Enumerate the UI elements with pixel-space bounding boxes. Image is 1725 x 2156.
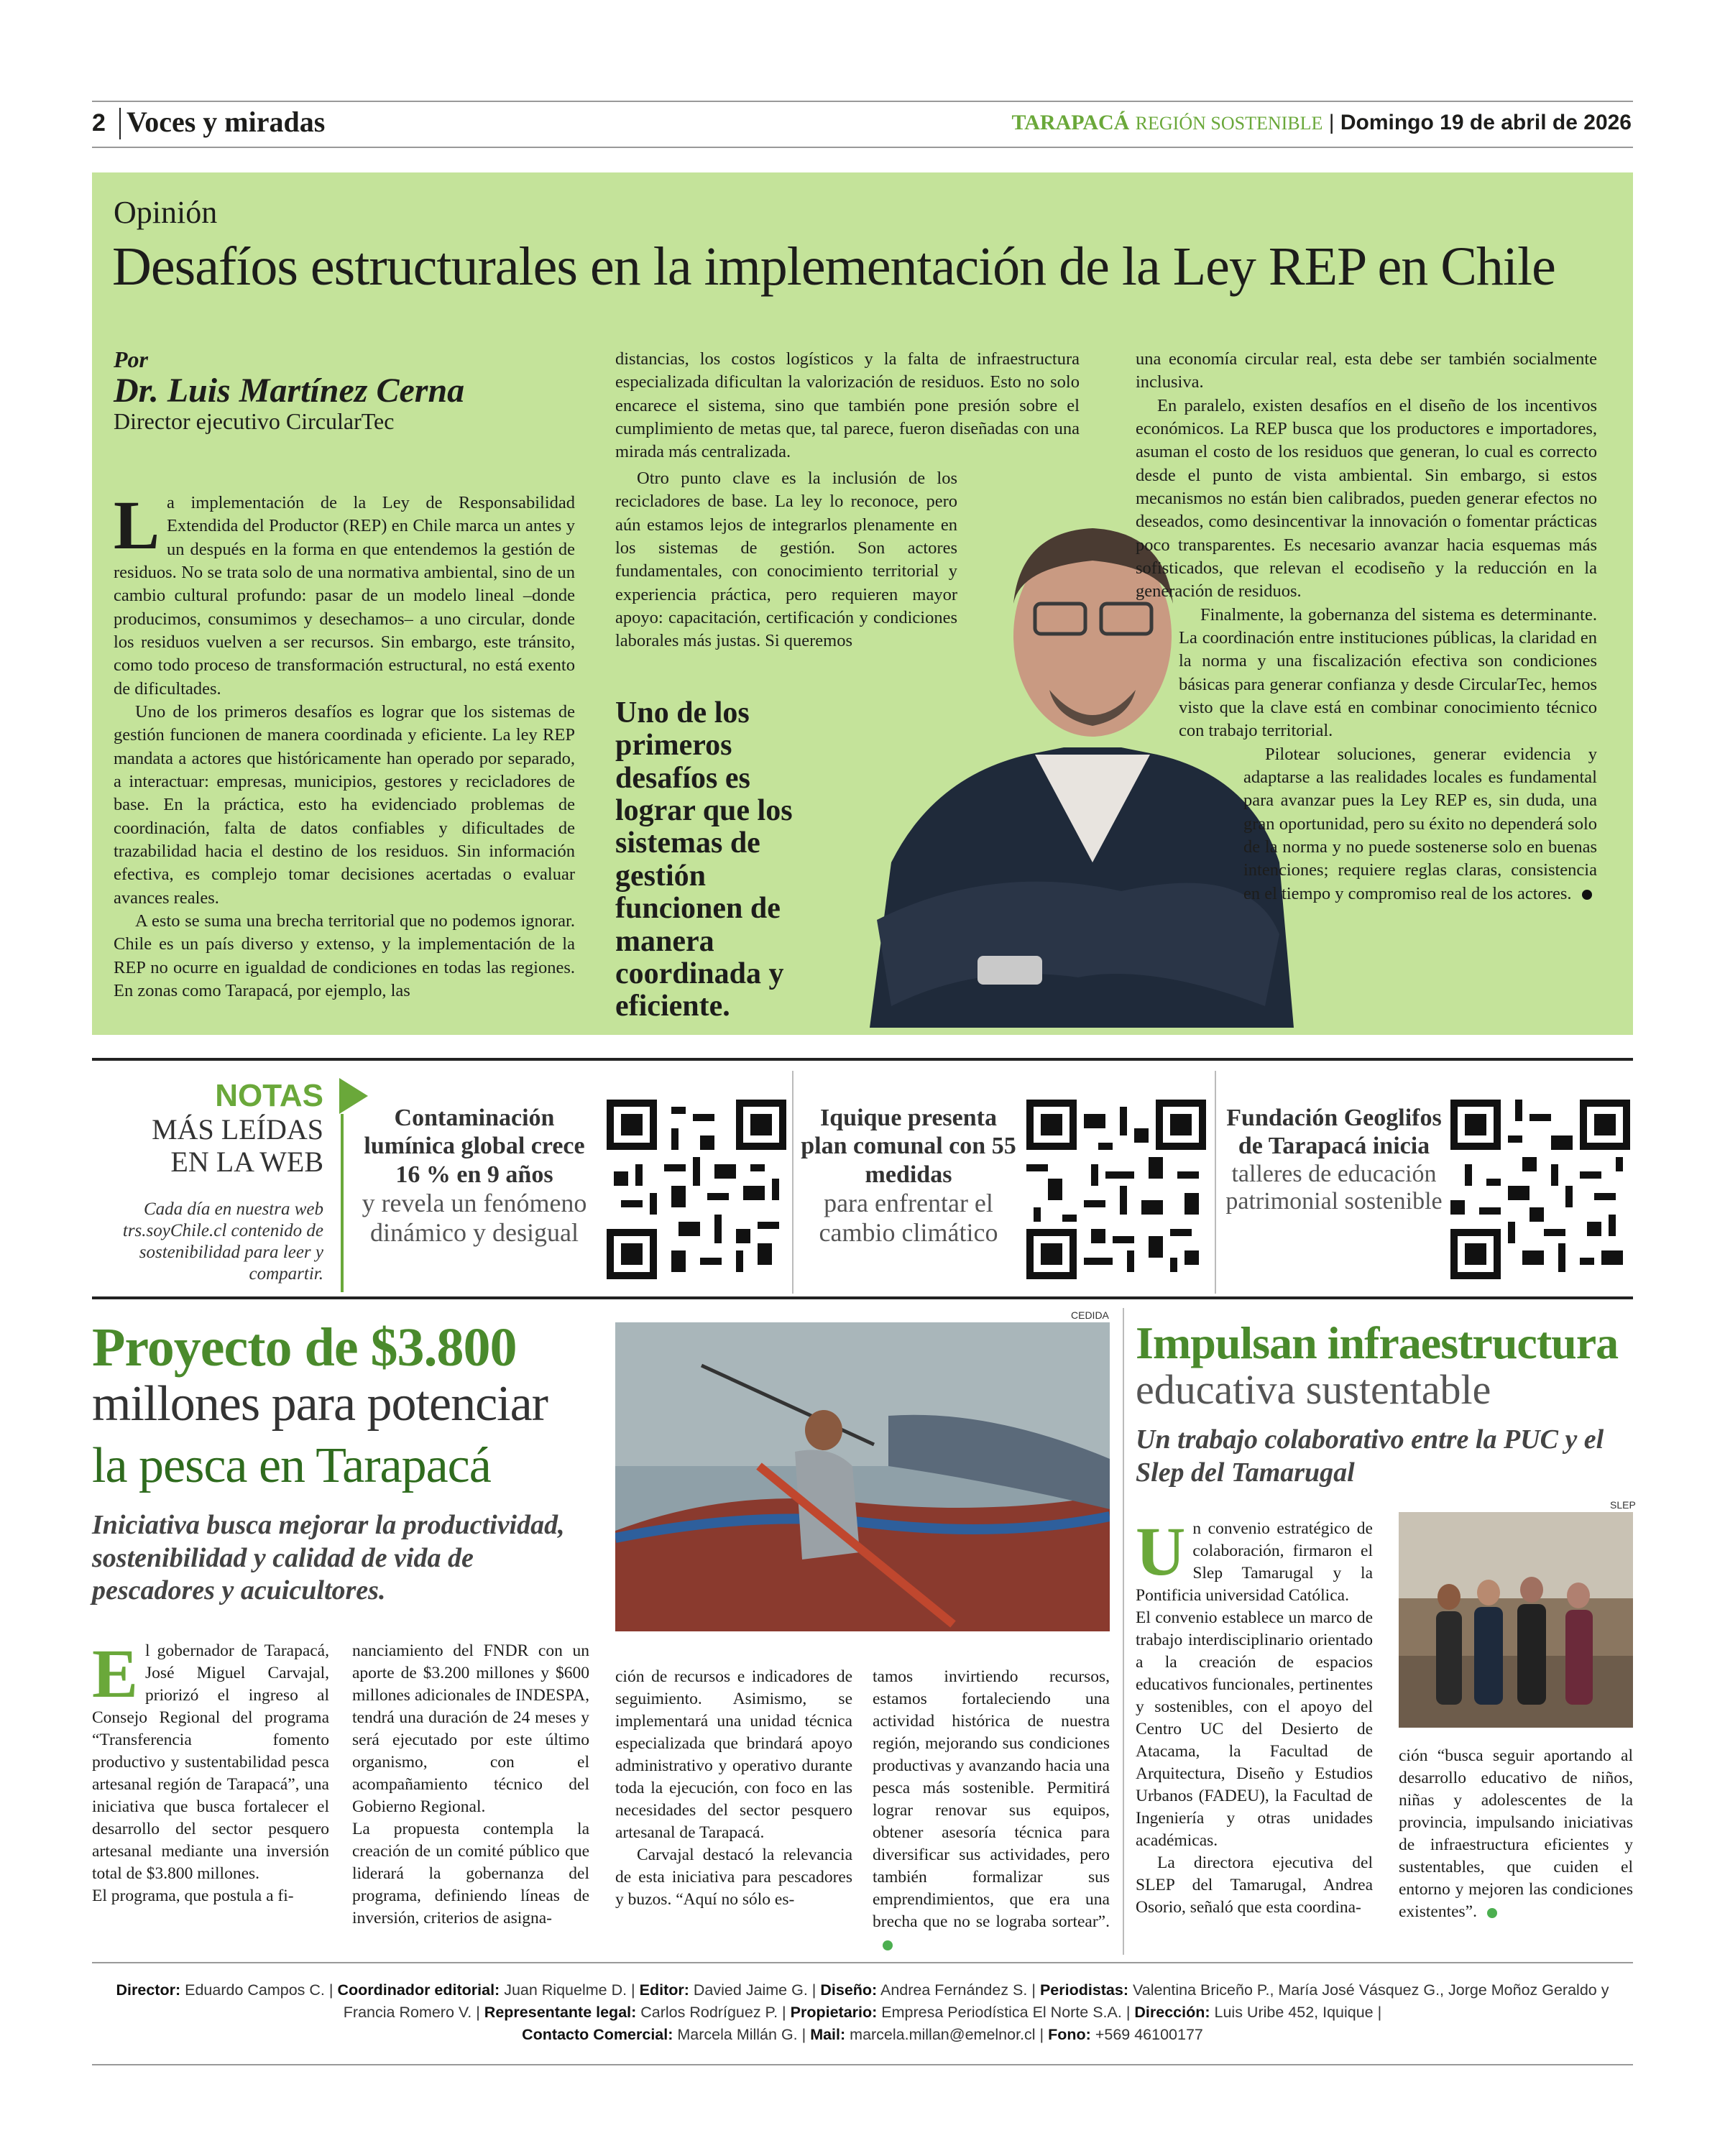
pesca-column-4 <box>873 1666 1110 1955</box>
pesca-paragraph: ción de recursos e indicadores de seguimiento. Asimismo, se implementará una unidad técnica especializada que brindará apoyo administrativo y operativo durante toda la ejecución, con foco en las necesidades del sector pesquero artesanal de Tarapacá. <box>615 1667 852 1843</box>
byline-role: Director ejecutivo CircularTec <box>114 408 395 434</box>
opinion-column-3 <box>1136 348 1597 906</box>
notas-top-rule <box>92 1058 1633 1061</box>
nota-subtitle: para enfrentar el cambio climático <box>819 1189 998 1247</box>
header-right: TARAPACÁ REGIÓN SOSTENIBLE | Domingo 19 de abril de 2026 <box>1011 111 1632 134</box>
opinion-paragraph <box>1243 743 1597 906</box>
impulsan-headline-1: Impulsan infraestructura <box>1136 1317 1619 1368</box>
credit-label: Fono: <box>1048 2026 1091 2044</box>
notas-line2: MÁS LEÍDAS <box>152 1113 323 1146</box>
notas-green-rule <box>341 1114 344 1292</box>
opinion-paragraph: A esto se suma una brecha territorial que no podemos ignorar. Chile es un país diverso y extenso, y la implementación de la REP no ocurre en igualdad de condiciones en todas las regiones. En zonas como Tarapacá, por ejemplo, las <box>114 911 575 1000</box>
opinion-column-1 <box>114 487 575 1003</box>
credit-value: Davied Jaime G. <box>693 1981 808 1999</box>
credit-value: Empresa Periodística El Norte S.A. <box>881 2004 1122 2022</box>
opinion-paragraph-text: Pilotear soluciones, generar evidencia y adaptarse a las realidades locales es fundamental para avanzar pues la Ley REP es, sin duda, una gran oportunidad, pero su éxito no dependerá solo de la norma y no puede sostenerse solo en buenas intenciones; requiere reglas claras, consistencia en el tiempo y compromiso real de los actores. <box>1243 744 1597 903</box>
boat-hull-shape <box>615 1495 1110 1631</box>
section-title: Voces y miradas <box>126 106 326 138</box>
credit-label: Editor: <box>639 1981 689 1999</box>
nota-item-3[interactable] <box>1222 1104 1446 1215</box>
credit-label: Representante legal: <box>484 2004 637 2022</box>
pesca-column-2 <box>352 1640 589 1930</box>
opinion-paragraph: distancias, los costos logísticos y la falta de infraestructura especializada dificultan la valorización de residuos. Esto no solo encarece el sistema, sino que también pone presión sobre el cumplimiento de metas que, tal parece, fueron diseñadas con una mirada más centralizada. <box>615 349 1080 462</box>
article-divider <box>1123 1308 1124 1955</box>
pesca-paragraph: La propuesta contempla la creación de un comité público que liderará la gobernanza del programa, definiendo líneas de inversión, criterios de asigna- <box>352 1820 589 1928</box>
credit-value: Marcela Millán G. <box>677 2026 798 2044</box>
impulsan-paragraph: n convenio estratégico de colaboración, firmaron el Slep Tamarugal y la Pontificia universidad Católica. <box>1136 1519 1373 1606</box>
pesca-headline-2: millones para potenciar <box>92 1376 548 1432</box>
pesca-paragraph: nanciamiento del FNDR con un aporte de $3.200 millones y $600 millones adicionales de INDESPA, tendrá una duración de 24 meses y será ejecutado por este último organismo, con el acompañamiento técnico del Gobierno Regional. <box>352 1641 589 1817</box>
qr-code-icon[interactable] <box>1026 1100 1206 1279</box>
notas-bottom-rule <box>92 1296 1633 1299</box>
photo-credit: CEDIDA <box>1071 1309 1109 1321</box>
pesca-column-3 <box>615 1666 852 1911</box>
notas-line3: EN LA WEB <box>170 1145 323 1178</box>
opinion-label: Opinión <box>114 195 218 230</box>
credit-label: Periodistas: <box>1039 1981 1129 1999</box>
brand-sub: REGIÓN SOSTENIBLE <box>1135 113 1323 134</box>
credit-value: Carlos Rodríguez P. <box>640 2004 778 2022</box>
photo-credit: SLEP <box>1610 1499 1636 1511</box>
nota-item-2[interactable] <box>801 1104 1016 1247</box>
opinion-paragraph: Otro punto clave es la inclusión de los recicladores de base. La ley lo reconoce, pero aún estamos lejos de integrarlos plenamente en los sistemas de gestión. Son actores fundamentales, con conocimiento territorial y experiencia práctica, pero requieren mayor apoyo: capacitación, certificación y condiciones laborales más justas. Si queremos <box>615 469 957 651</box>
impulsan-headline-2: educativa sustentable <box>1136 1366 1491 1413</box>
pesca-paragraph: l gobernador de Tarapacá, José Miguel Carvajal, priorizó el ingreso al Consejo Regional del programa “Transferencia fomento productivo y sustentabilidad pesca artesanal región de Tarapacá”, una iniciativa que busca fortalecer el desarrollo del sector pesquero artesanal mediante una inversión total de $3.800 millones. <box>92 1641 329 1884</box>
pesca-paragraph: Carvajal destacó la relevancia de esta iniciativa para pescadores y buzos. “Aquí no sólo es- <box>615 1846 852 1909</box>
credit-label: Contacto Comercial: <box>522 2026 673 2044</box>
brand: TARAPACÁ <box>1011 111 1130 134</box>
end-mark-icon <box>883 1940 893 1950</box>
credit-label: Propietario: <box>790 2004 878 2022</box>
pesca-paragraph: tamos invirtiendo recursos, estamos fortaleciendo una actividad histórica de nuestra región, mejorando sus condiciones productivas y avanzando hacia una pesca más sostenible. Permitirá lograr renovar sus equipos, obtener asesoría técnica para diversificar sus actividades, pero también formalizar sus emprendimientos, que era una brecha que no se lograba sortear”. <box>873 1667 1110 1932</box>
header-divider <box>119 108 121 139</box>
impulsan-dropcap: U <box>1136 1513 1186 1590</box>
credit-label: Diseño: <box>820 1981 878 1999</box>
pesca-subtitle: Iniciativa busca mejorar la productividad, sostenibilidad y calidad de vida de pescadores y acuicultores. <box>92 1510 565 1606</box>
impulsan-column-2 <box>1399 1745 1633 1923</box>
notas-title: NOTAS <box>215 1078 323 1113</box>
opinion-paragraph: a implementación de la Ley de Responsabilidad Extendida del Productor (REP) en Chile marca un antes y un después en la forma en que entendemos la gestión de residuos. No se trata solo de una normativa ambiental, sino de un cambio cultural profundo: pasar de un modelo lineal –donde producimos, consumimos y desechamos– a uno circular, donde los residuos vuelven a ser recursos. Sin embargo, este tránsito, como todo proceso de transformación estructural, no está exento de dificultades. <box>114 493 575 699</box>
opinion-paragraph: En paralelo, existen desafíos en el diseño de los incentivos económicos. La REP busca que los productores e importadores, asuman el costo de los residuos que generan, lo cual es correcto desde el punto de vista ambiental. Sin embargo, si estos mecanismos no están bien calibrados, pueden generar efectos no deseados, como desincentivar la innovación o fomentar prácticas poco transparentes. Es necesario avanzar hacia esquemas más sofisticados, que relevan el ecodiseño y la reducción en la generación de residuos. <box>1136 395 1597 602</box>
credit-value: Juan Riquelme D. <box>504 1981 627 1999</box>
end-mark-icon <box>1487 1908 1497 1918</box>
pesca-paragraph: El programa, que postula a fi- <box>92 1886 294 1906</box>
credit-label: Coordinador editorial: <box>337 1981 500 1999</box>
pesca-column-1 <box>92 1635 329 1907</box>
credit-label: Dirección: <box>1134 2004 1210 2022</box>
credit-value: Eduardo Campos C. <box>185 1981 325 1999</box>
header-bottom-rule <box>92 147 1633 148</box>
notas-header <box>101 1078 323 1285</box>
pesca-headline-3: la pesca en Tarapacá <box>92 1438 491 1493</box>
header-top-rule <box>92 101 1633 102</box>
footer-bottom-rule <box>92 2064 1633 2065</box>
impulsan-paragraph: El convenio establece un marco de trabajo interdisciplinario orientado a la creación de espacios educativos funcionales, pertinentes y sostenibles, con el apoyo del Centro UC del Desierto de Atacama, la Facultad de Arquitectura, Diseño y Estudios Urbanos (FADEU), la Facultad de Ingeniería y otras unidades académicas. <box>1136 1608 1373 1851</box>
issue-date: Domingo 19 de abril de 2026 <box>1340 111 1632 134</box>
opinion-title: Desafíos estructurales en la implementación de la Ley REP en Chile <box>112 236 1555 297</box>
fishing-boat-photo <box>615 1322 1110 1631</box>
credit-value: Andrea Fernández S. <box>880 1981 1028 1999</box>
qr-code-icon[interactable] <box>1450 1100 1630 1279</box>
pesca-headline-1: Proyecto de $3.800 <box>92 1317 517 1378</box>
opinion-paragraph: Finalmente, la gobernanza del sistema es determinante. La coordinación entre instituciones públicas, la claridad en la norma y una fiscalización efectiva son condiciones básicas para generar confianza y desde CircularTec, hemos visto que la clave está en combinar conocimiento técnico con trabajo territorial. <box>1179 604 1597 741</box>
page-number: 2 <box>92 109 106 137</box>
opinion-paragraph: una economía circular real, esta debe ser también socialmente inclusiva. <box>1136 349 1597 392</box>
impulsan-column-1 <box>1136 1513 1373 1919</box>
fisherman-head <box>805 1410 842 1450</box>
nota-item-1[interactable] <box>352 1104 597 1247</box>
pull-quote: Uno de los primeros desafíos es lograr que los sistemas de gestión funcionen de manera coordinada y eficiente. <box>615 696 793 1023</box>
nota-title: Contaminación lumínica global crece 16 % en 9 años <box>364 1105 585 1188</box>
credit-value: Luis Uribe 452, Iquique <box>1214 2004 1374 2022</box>
credit-label: Director: <box>116 1981 181 1999</box>
end-mark-icon <box>1582 890 1592 900</box>
credit-value: Valentina Briceño P., María José Vásquez G., Jorge Moñoz Geraldo y Francia Romero V. <box>343 1981 1609 2022</box>
contact-phone: +569 46100177 <box>1095 2026 1203 2044</box>
nota-subtitle: y revela un fenómeno dinámico y desigual <box>362 1189 587 1247</box>
nota-title: Fundación Geoglifos de Tarapacá inicia <box>1226 1105 1442 1160</box>
byline-author: Dr. Luis Martínez Cerna <box>114 372 465 410</box>
notas-divider <box>1215 1071 1216 1294</box>
notas-description: Cada día en nuestra web trs.soyChile.cl contenido de sostenibilidad para leer y compartir. <box>122 1199 323 1284</box>
notas-divider <box>792 1071 794 1294</box>
impulsan-subtitle: Un trabajo colaborativo entre la PUC y el Slep del Tamarugal <box>1136 1424 1604 1488</box>
contact-email[interactable]: marcela.millan@emelnor.cl <box>850 2026 1036 2044</box>
pesca-dropcap: E <box>92 1635 139 1712</box>
opinion-column-2-top <box>615 348 1080 464</box>
opinion-paragraph: Uno de los primeros desafíos es lograr que los sistemas de gestión funcionen de manera coordinada y eficiente. La ley REP mandata a actores que históricamente han operado por separado, a interactuar: empresas, municipios, gestores y recicladores de base. En la práctica, esto ha evidenciado problemas de coordinación, falta de datos confiables y dificultades de trazabilidad hacia el destino de los residuos. Sin información efectiva, es complejo tomar decisiones acertadas o evaluar avances reales. <box>114 701 575 908</box>
group-photo <box>1399 1512 1633 1728</box>
nota-subtitle: talleres de educación patrimonial sostenible <box>1225 1160 1443 1215</box>
watch-shape <box>978 956 1042 985</box>
masthead-credits: Director: Eduardo Campos C. | Coordinador editorial: Juan Riquelme D. | Editor: Davied Jaime G. | Diseño: Andrea Fernández S. | Periodistas: Valentina Briceño P., María José Vásquez G., Jorge Moñoz Geraldo y Francia Romero V. | Representante legal: Carlos Rodríguez P. | Propietario: Empresa Periodística El Norte S.A. | Dirección: Luis Uribe 452, Iquique | Contacto Comercial: Marcela Millán G. | Mail: marcela.millan@emelnor.cl | Fono: +569 46100177 <box>116 1981 1609 2044</box>
byline-por: Por <box>114 346 148 372</box>
opinion-dropcap: L <box>114 487 160 563</box>
nota-title: Iquique presenta plan comunal con 55 medidas <box>801 1105 1016 1188</box>
impulsan-paragraph: La directora ejecutiva del SLEP del Tamarugal, Andrea Osorio, señaló que esta coordina- <box>1136 1853 1373 1917</box>
footer-top-rule <box>92 1962 1633 1963</box>
qr-code-icon[interactable] <box>607 1100 786 1279</box>
impulsan-paragraph: ción “busca seguir aportando al desarrollo educativo de niños, niñas y adolescentes de la provincia, impulsando iniciativas de infraestructura eficientes y sustentables, que cuiden el entorno y mejoren las condiciones existentes”. <box>1399 1746 1633 1922</box>
credit-label: Mail: <box>810 2026 846 2044</box>
